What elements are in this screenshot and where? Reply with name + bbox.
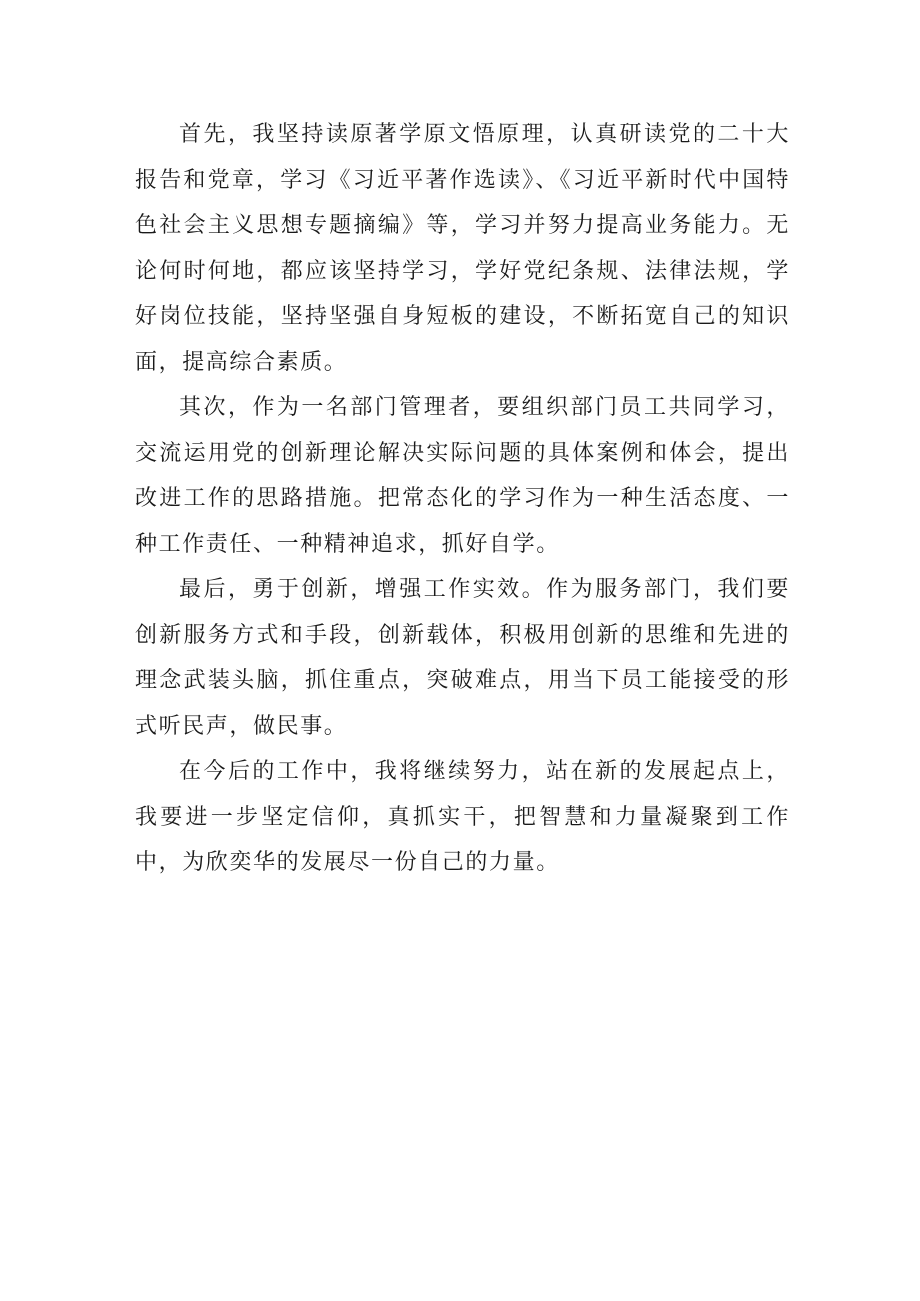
paragraph-department-learning: 其次，作为一名部门管理者，要组织部门员工共同学习，交流运用党的创新理论解决实际问题的具体案例和体会，提出改进工作的思路措施。把常态化的学习作为一种生活态度、一种工作责任、一种精神追求，抓好自学。 [135,395,790,557]
paragraph-future-work: 在今后的工作中，我将继续努力，站在新的发展起点上，我要进一步坚定信仰，真抓实干，把智慧和力量凝聚到工作中，为欣奕华的发展尽一份自己的力量。 [135,759,790,875]
document-body [135,112,790,886]
paragraph-study-original-works: 首先，我坚持读原著学原文悟原理，认真研读党的二十大报告和党章，学习《习近平著作选读》、《习近平新时代中国特色社会主义思想专题摘编》等，学习并努力提高业务能力。无论何时何地，都应该坚持学习，学好党纪条规、法律法规，学好岗位技能，坚持坚强自身短板的建设，不断拓宽自己的知识面，提高综合素质。 [135,122,790,375]
paragraph-innovation: 最后，勇于创新，增强工作实效。作为服务部门，我们要创新服务方式和手段，创新载体，积极用创新的思维和先进的理念武装头脑，抓住重点，突破难点，用当下员工能接受的形式听民声，做民事。 [135,577,790,739]
